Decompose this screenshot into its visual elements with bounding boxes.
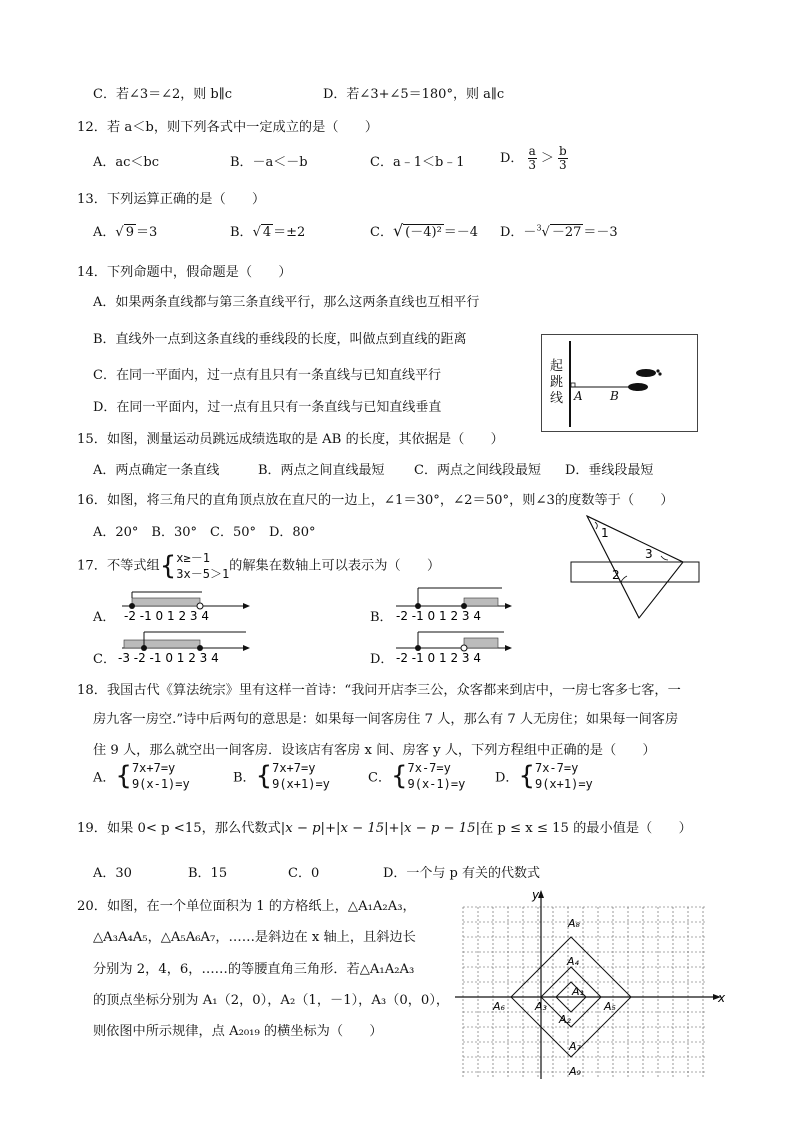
q19-option-d: D．一个与 p 有关的代数式 [383,866,541,881]
label: B． [233,770,256,786]
long-jump-figure [541,334,698,432]
label: C． [368,770,391,786]
axis-labels: -2 -1 0 1 2 3 4 [396,651,481,665]
q18-option-a [93,760,190,792]
vertex-label: A₄ [567,955,579,968]
brace: { [390,761,408,791]
q20-line-1: 20．如图，在一个单位面积为 1 的方格纸上，△A₁A₂A₃， [77,899,416,914]
q14-option-c: C．在同一平面内，过一点有且只有一条直线与已知直线平行 [93,368,441,383]
numerator: a [528,144,536,158]
rest: ＝±2 [273,225,306,240]
q14-stem: 14．下列命题中，假命题是（ ） [77,265,292,280]
system [408,760,466,792]
q14-option-d: D．在同一平面内，过一点有且只有一条直线与已知直线垂直 [93,400,442,415]
x-axis-label: x [718,991,726,1005]
q13-option-b: B．√ 4 ＝±2 [230,225,306,240]
vertex-label: A₉ [569,1065,581,1078]
q12-option-a: A．ac＜bc [93,155,160,170]
stem-prefix: 17．不等式组 [77,558,160,574]
eq-1: 7x-7=y [407,761,451,775]
fraction-b-over-3 [558,145,568,172]
q19-option-a: A．30 [93,866,132,881]
prefix: C． [370,225,393,240]
dashed-grid [463,907,705,1079]
rest: ＝－3 [583,225,618,240]
q13-option-c: C．√ (－4)² ＝－4 [370,221,479,240]
q18-option-b [233,760,330,792]
prefix: D．－ [500,225,537,240]
q19-option-b: B．15 [188,866,228,881]
radicand: (－4)² [405,225,442,240]
label: A． [93,770,116,786]
vertex-label: A₆ [493,1000,505,1013]
prefix: A． [93,225,116,240]
q17-number-line-a [118,586,253,626]
y-axis-label: y [532,888,540,902]
denominator: 3 [528,158,536,172]
radicand: 4 [262,225,272,240]
label-char: 线 [550,391,564,406]
expression: |x − p|+|x − 15|+|x − p − 15| [280,821,481,836]
q12-stem: 12．若 a＜b，则下列各式中一定成立的是（ ） [77,120,379,135]
point-b-label: B [610,389,619,403]
axis-labels: -3 -2 -1 0 1 2 3 4 [118,651,219,665]
q12-option-d-prefix: D． [500,151,524,166]
eq-1: 7x-7=y [534,761,579,775]
inequality-system [176,550,229,582]
vertex-label: A₁ [572,985,584,998]
q12-option-b: B．－a＜－b [230,155,308,170]
q17-stem [77,550,440,582]
q20-line-5: 则依图中所示规律，点 A₂₀₁₉ 的横坐标为（ ） [93,1024,383,1039]
q16-options: A．20° B．30° C．50° D．80° [93,525,316,540]
footprint-icon [628,369,662,391]
q18-line-2: 房九客一房空.”诗中后两句的意思是：如果每一间客房住 7 人，那么有 7 人无房住；如果每一间客房 [93,712,679,727]
root-index: 3 [536,223,542,233]
stem-suffix: 的解集在数轴上可以表示为（ ） [229,558,441,574]
inequality-2: 3x－5＞1 [176,567,230,581]
system [132,760,190,792]
q16-stem: 16．如图，将三角尺的直角顶点放在直尺的一边上，∠1＝30°，∠2＝50°，则∠3的度数等于（ ） [77,493,674,508]
q20-line-4: 的顶点坐标分别为 A₁（2，0），A₂（1，－1），A₃（0，0）， [93,993,450,1008]
rest: ＝3 [135,225,158,240]
q13-option-a: A．√ 9 ＝3 [93,225,158,240]
vertex-label: A₅ [604,1000,616,1013]
point-a-label: A [574,389,583,403]
axis-labels: -2 -1 0 1 2 3 4 [124,609,209,623]
q11-option-c: C．若∠3＝∠2，则 b∥c [93,87,233,102]
brace: { [159,551,177,581]
q17-number-line-b [392,584,516,626]
q14-option-b: B．直线外一点到这条直线的垂线段的长度，叫做点到直线的距离 [93,332,467,347]
fraction-a-over-3 [528,145,537,172]
q15-stem: 15．如图，测量运动员跳远成绩选取的是 AB 的长度，其依据是（ ） [77,432,504,447]
eq-1: 7x+7=y [272,761,316,775]
q11-option-d: D．若∠3+∠5＝180°，则 a∥c [323,87,505,102]
long-jump-diagram [542,335,697,431]
eq-2: 9(x+1)=y [534,777,593,791]
vertex-label: A₂ [559,1013,571,1026]
q13-option-d: D．－$^3$√ －27 ＝－3 [500,223,618,240]
q18-option-d [495,760,593,792]
q18-option-c [368,760,465,792]
q12-option-d [500,145,568,172]
angle-3-label: 3 [645,547,653,561]
stem-part-1: 19．如果 0< p <15，那么代数式 [77,821,281,836]
prefix: B． [230,225,253,240]
inequality-1: x≥－1 [176,551,210,565]
q17-option-a-label: A． [93,610,116,625]
eq-2: 9(x-1)=y [131,777,190,791]
system [272,760,330,792]
label-char: 跳 [550,375,564,390]
q19-option-c: C．0 [288,866,320,881]
radicand: －27 [551,225,582,240]
q19-stem [77,817,692,836]
system [535,760,593,792]
radicand: 9 [125,225,134,240]
coordinate-grid-figure [455,887,730,1082]
label: D． [495,770,519,786]
q20-line-3: 分别为 2，4，6，……的等腰直角三角形．若△A₁A₂A₃ [93,962,415,977]
eq-1: 7x+7=y [131,761,176,775]
vertex-label: A₇ [569,1040,581,1053]
stem-part-2: 在 p ≤ x ≤ 15 的最小值是（ ） [480,821,692,836]
label-char: 起 [550,359,564,374]
brace: { [115,761,132,791]
brace: { [255,761,273,791]
vertex-label: A₃ [535,1000,547,1013]
relation: ＞ [540,151,554,166]
triangle-ruler-figure [565,512,705,622]
q17-number-line-c [118,626,258,668]
numerator: b [559,144,567,158]
q17-option-c-label: C． [93,652,116,667]
angle-2-label: 2 [612,568,620,582]
eq-2: 9(x+1)=y [272,777,330,791]
start-line-label [550,359,563,407]
q17-option-d-label: D． [370,652,394,667]
axis-labels: -2 -1 0 1 2 3 4 [396,609,481,623]
angle-1-label: 1 [601,526,609,540]
brace: { [518,761,535,791]
q15-option-b: B．两点之间直线最短 [258,463,385,478]
q15-option-d: D．垂线段最短 [565,463,654,478]
q17-number-line-d [392,626,516,668]
q18-line-1: 18．我国古代《算法统宗》里有这样一首诗：“我问开店李三公，众客都来到店中，一房七客多七客，一 [77,683,681,698]
vertex-label: A₈ [568,917,580,930]
q13-stem: 13．下列运算正确的是（ ） [77,192,266,207]
q12-option-c: C．a﹣1＜b﹣1 [370,155,465,170]
rest: ＝－4 [443,225,479,240]
q15-option-c: C．两点之间线段最短 [414,463,541,478]
q18-line-3: 住 9 人，那么就空出一间客房．设该店有客房 x 间、房客 y 人，下列方程组中正确的是（ ） [93,743,656,758]
eq-2: 9(x-1)=y [407,777,466,791]
q15-option-a: A．两点确定一条直线 [93,463,220,478]
q17-option-b-label: B． [370,610,393,625]
denominator: 3 [559,158,567,172]
q14-option-a: A．如果两条直线都与第三条直线平行，那么这两条直线也互相平行 [93,295,480,310]
q20-line-2: △A₃A₄A₅，△A₅A₆A₇，……是斜边在 x 轴上，且斜边长 [93,930,416,945]
